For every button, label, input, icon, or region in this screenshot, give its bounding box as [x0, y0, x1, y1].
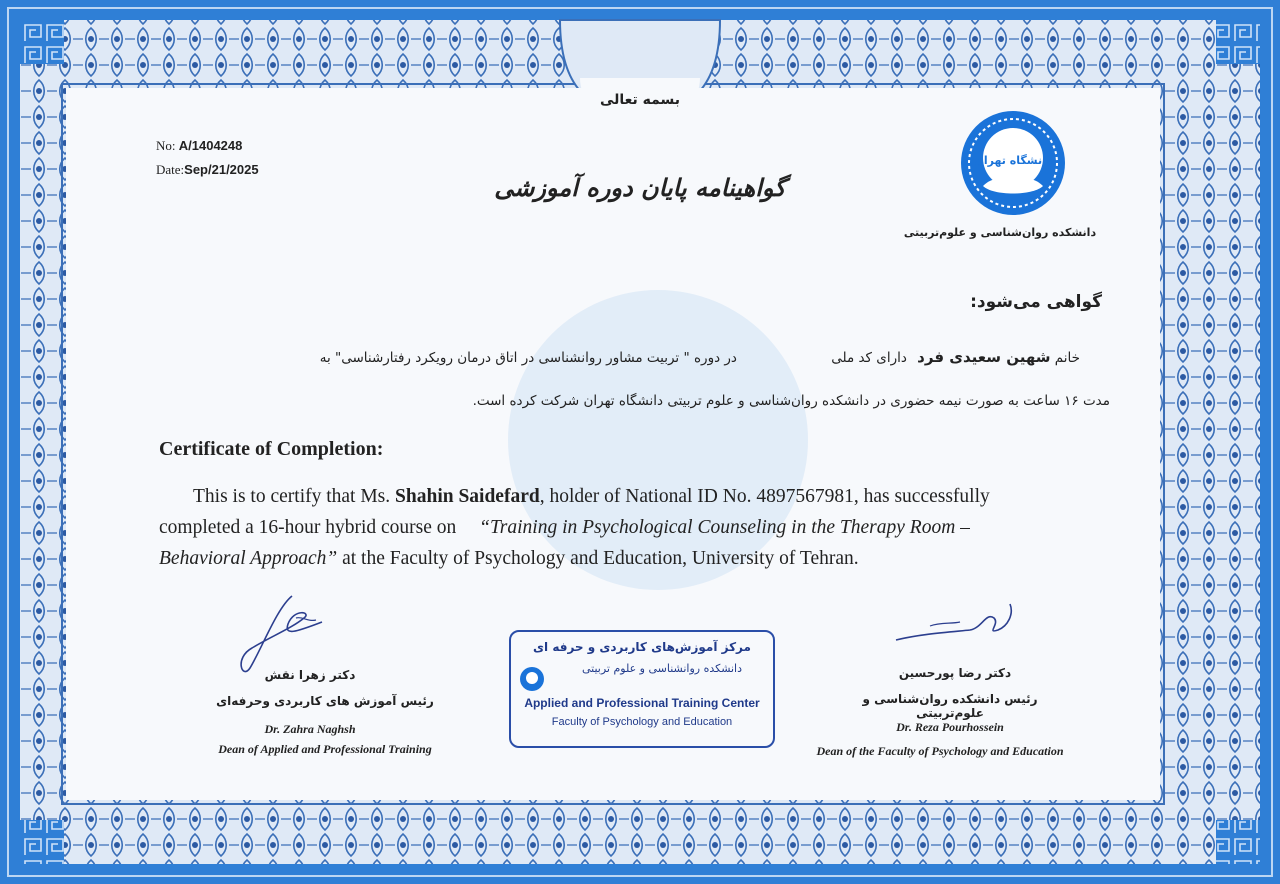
- english-part3: completed a 16-hour hybrid course on: [159, 517, 457, 538]
- left-sign-name-fa: دکتر زهرا نقش: [264, 668, 356, 682]
- stamp-title-en: Applied and Professional Training Center: [524, 696, 760, 710]
- persian-line-1: [160, 348, 1080, 366]
- english-line-2: [159, 513, 1139, 542]
- training-center-stamp: [509, 630, 775, 748]
- left-sign-title-en: Dean of Applied and Professional Training: [218, 742, 432, 756]
- right-sign-name-fa: دکتر رضا پورحسین: [898, 666, 1012, 680]
- english-part4: at the Faculty of Psychology and Education, University of Tehran.: [337, 548, 859, 569]
- number-value: A/1404248: [178, 138, 243, 153]
- persian-course: در دوره " تربیت مشاور روانشناسی در اتاق درمان رویکرد رفتارشناسی" به: [319, 350, 737, 366]
- english-line-1: [193, 482, 1133, 511]
- right-sign-title-en: Dean of the Faculty of Psychology and Education: [816, 744, 1064, 758]
- faculty-name: دانشکده روان‌شناسی و علوم‌تربیتی: [903, 226, 1097, 239]
- right-sign-name-en: Dr. Reza Pourhossein: [896, 720, 1004, 734]
- left-sign-name-en: Dr. Zahra Naghsh: [264, 722, 356, 736]
- right-signature: [890, 600, 1020, 650]
- course-title-line-1: “Training in Psychological Counseling in the Therapy Room –: [479, 517, 970, 538]
- english-name: Shahin Saidefard: [395, 486, 540, 507]
- left-sign-title-fa: رئیس آموزش های کاربردی وحرفه‌ای: [216, 694, 434, 708]
- left-signature: [232, 588, 342, 678]
- stamp-logo: [519, 666, 545, 692]
- certify-heading: گواهی می‌شود:: [970, 292, 1102, 312]
- right-sign-title-fa: رئیس دانشکده روان‌شناسی و علوم‌تربیتی: [862, 692, 1038, 720]
- english-part1: This is to certify that Ms.: [193, 486, 391, 507]
- stamp-title-fa: مرکز آموزش‌های کاربردی و حرفه ای: [533, 640, 751, 654]
- stamp-subtitle-en: Faculty of Psychology and Education: [551, 716, 733, 728]
- stamp-subtitle-fa: دانشکده روانشناسی و علوم تربیتی: [581, 662, 743, 675]
- date-value: Sep/21/2025: [184, 162, 259, 177]
- course-title-line-2: Behavioral Approach”: [159, 548, 338, 569]
- page-title: گواهینامه پایان دوره آموزشی: [494, 174, 786, 202]
- persian-national-id: دارای کد ملی: [831, 350, 907, 366]
- persian-name: شهین سعیدی فرد: [917, 348, 1051, 366]
- logo-text: دانشگاه تهران: [974, 154, 1052, 167]
- certificate-date: [156, 162, 259, 178]
- certificate-number: [156, 138, 242, 154]
- date-label: Date:: [156, 162, 185, 177]
- number-label: No:: [156, 138, 176, 153]
- invocation-text: بسمه تعالی: [599, 92, 681, 108]
- university-logo: [958, 108, 1068, 218]
- english-part2: , holder of National ID No. 4897567981, has successfully: [539, 486, 990, 507]
- persian-line-2: مدت ۱۶ ساعت به صورت نیمه حضوری در دانشکده روان‌شناسی و علوم تربیتی دانشگاه تهران شرکت کرده است.: [472, 393, 1110, 409]
- english-heading: Certificate of Completion:: [159, 438, 384, 460]
- persian-prefix: خانم: [1054, 350, 1080, 366]
- english-line-3: [159, 544, 1139, 573]
